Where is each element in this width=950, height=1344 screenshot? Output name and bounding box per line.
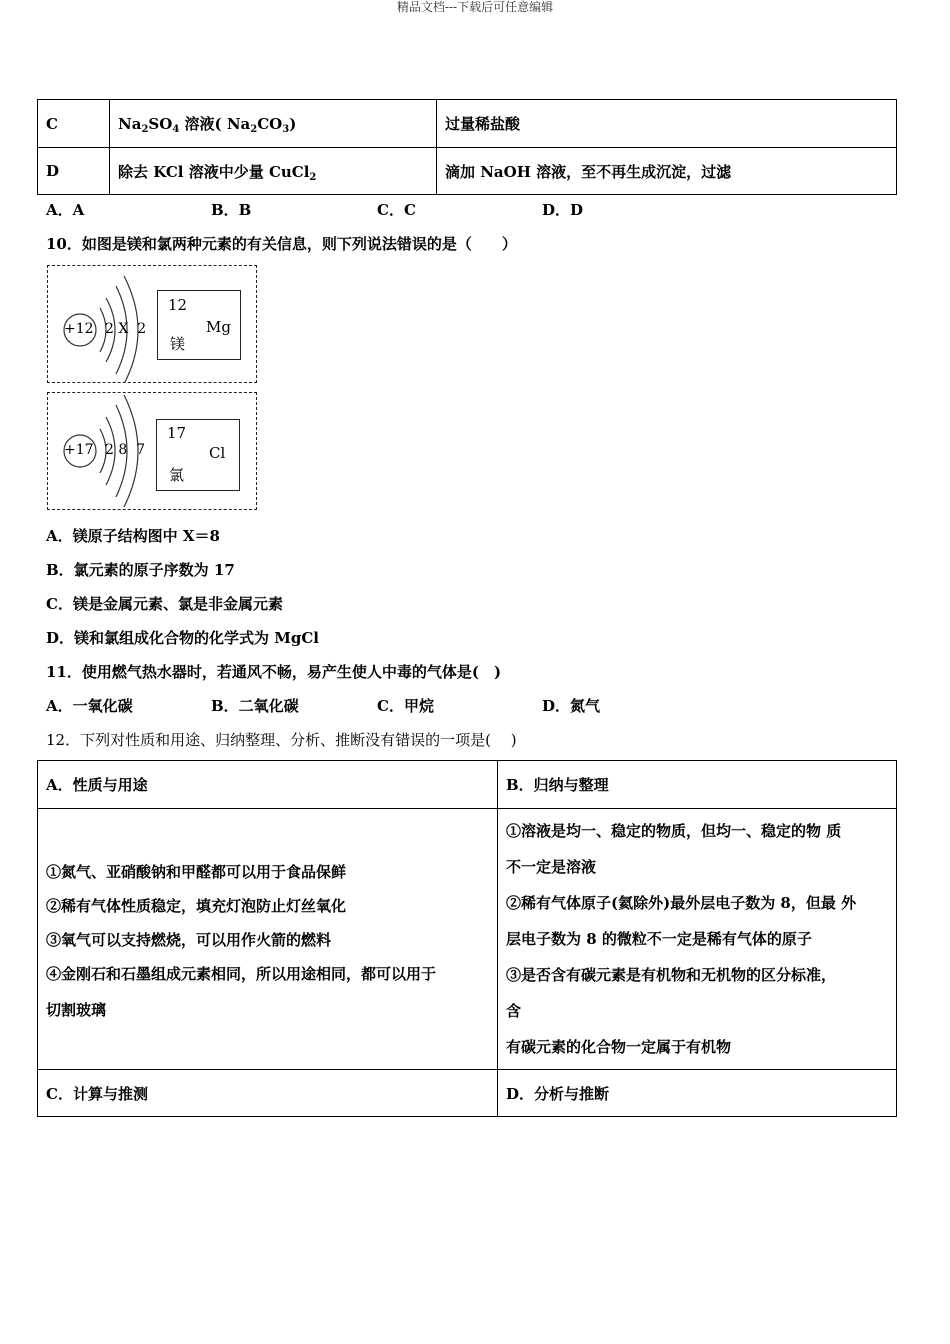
cell-a-title: A．性质与用途: [38, 761, 498, 809]
q10-option-b: B．氯元素的原子序数为 17: [46, 561, 235, 579]
b-line: 有碳元素的化合物一定属于有机物: [506, 1038, 732, 1056]
mg-symbol: Mg: [206, 318, 231, 336]
cl-nucleus: +17: [64, 442, 94, 458]
b-line: ①溶液是均一、稳定的物质，但均一、稳定的物 质: [506, 822, 842, 840]
option-b: B．B: [211, 201, 252, 219]
q11-option-d: D．氮气: [542, 697, 601, 715]
cl-element-box: [156, 419, 240, 491]
option-d: D．D: [542, 201, 584, 219]
table-q9: [37, 99, 897, 195]
a-line: ①氮气、亚硝酸钠和甲醛都可以用于食品保鲜: [46, 863, 347, 881]
question-11-stem: 11．使用燃气热水器时，若通风不畅，易产生使人中毒的气体是( ): [46, 663, 502, 681]
row-method: 滴加 NaOH 溶液，至不再生成沉淀，过滤: [437, 148, 897, 195]
mg-number: 12: [168, 296, 188, 314]
row-label: D: [38, 148, 110, 195]
cell-a-content: [38, 809, 498, 1070]
mg-element-box: [157, 290, 241, 360]
q10-option-c: C．镁是金属元素、氯是非金属元素: [46, 595, 283, 613]
cell-b-title: B．归纳与整理: [498, 761, 897, 809]
table-row: [38, 1070, 897, 1117]
b-line: 不一定是溶液: [506, 858, 597, 876]
question-12-stem: 12．下列对性质和用途、归纳整理、分析、推断没有错误的一项是( ): [46, 731, 517, 749]
b-line: 含: [506, 1002, 522, 1020]
a-line: 切割玻璃: [46, 1001, 107, 1019]
table-row: [38, 100, 897, 148]
b-line: ③是否含有碳元素是有机物和无机物的区分标准，: [506, 966, 837, 984]
b-line: 层电子数为 8 的微粒不一定是稀有气体的原子: [506, 930, 812, 948]
cl-number: 17: [167, 424, 187, 442]
cell-c-title: C．计算与推测: [38, 1070, 498, 1117]
row-label: C: [38, 100, 110, 148]
table-row: [38, 148, 897, 195]
q10-option-d: D．镁和氯组成化合物的化学式为 MgCl: [46, 629, 319, 647]
mg-name: 镁: [170, 335, 186, 353]
table-q12: [37, 760, 897, 1117]
mg-atom-diagram: [47, 265, 257, 383]
mg-nucleus: +12: [64, 321, 94, 337]
cell-b-content: [498, 809, 897, 1070]
question-10-stem: 10．如图是镁和氯两种元素的有关信息，则下列说法错误的是（ ）: [46, 235, 517, 253]
row-item: 除去 KCl 溶液中少量 CuCl$_2$: [110, 148, 437, 195]
option-c: C．C: [377, 201, 416, 219]
table-row: [38, 809, 897, 1070]
page-header: 精品文档---下载后可任意编辑: [396, 0, 554, 14]
q11-option-c: C．甲烷: [377, 697, 434, 715]
cl-atom-diagram: [47, 392, 257, 510]
q11-option-a: A．一氧化碳: [46, 697, 133, 715]
cl-shells: 2 8 7: [105, 442, 146, 458]
row-method: 过量稀盐酸: [437, 100, 897, 148]
q11-option-b: B．二氧化碳: [211, 697, 299, 715]
cl-name: 氯: [169, 466, 185, 484]
q10-option-a: A．镁原子结构图中 X＝8: [46, 527, 220, 545]
a-line: ②稀有气体性质稳定，填充灯泡防止灯丝氧化: [46, 897, 347, 915]
cl-symbol: Cl: [209, 444, 226, 462]
b-line: ②稀有气体原子(氦除外)最外层电子数为 8，但最 外: [506, 894, 857, 912]
a-line: ③氧气可以支持燃烧，可以用作火箭的燃料: [46, 931, 332, 949]
row-item: $Na_2SO_4$ 溶液( $Na_2CO_3$): [110, 100, 437, 148]
option-a: A．A: [46, 201, 85, 219]
cell-d-title: D．分析与推断: [498, 1070, 897, 1117]
table-row: [38, 761, 897, 809]
a-line: ④金刚石和石墨组成元素相同，所以用途相同，都可以用于: [46, 965, 437, 983]
mg-shells: 2 X 2: [105, 321, 147, 337]
